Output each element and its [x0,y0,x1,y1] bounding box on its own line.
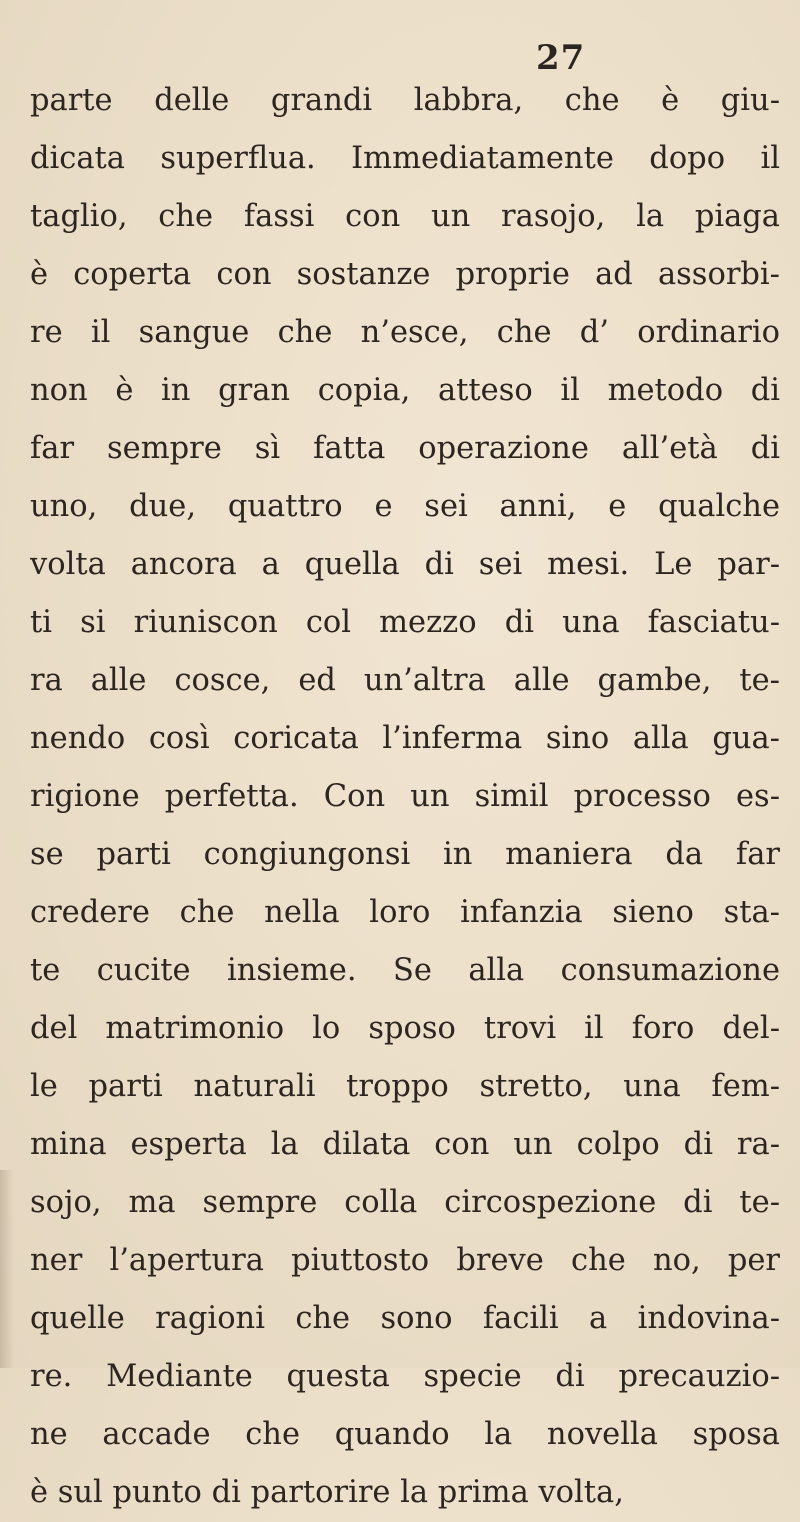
text-line: ner l’apertura piuttosto breve che no, per [30,1243,780,1278]
text-line: volta ancora a quella di sei mesi. Le par- [30,547,780,582]
text-line: rigione perfetta. Con un simil processo es- [30,779,780,814]
text-line: re. Mediante questa specie di precauzio- [30,1359,780,1394]
text-line: re il sangue che n’esce, che d’ ordinario [30,315,780,350]
text-line: far sempre sì fatta operazione all’età di [30,431,780,466]
text-line: nendo così coricata l’inferma sino alla gua- [30,721,780,756]
text-line: dicata superflua. Immediatamente dopo il [30,141,780,176]
text-line: te cucite insieme. Se alla consumazione [30,953,780,988]
text-line: taglio, che fassi con un rasojo, la piaga [30,199,780,234]
text-line: ne accade che quando la novella sposa [30,1417,780,1452]
text-line: mina esperta la dilata con un colpo di ra- [30,1127,780,1162]
text-line: è coperta con sostanze proprie ad assorbi- [30,257,780,292]
body-text [30,72,780,1522]
text-line: non è in gran copia, atteso il metodo di [30,373,780,408]
text-line: ti si riuniscon col mezzo di una fasciatu- [30,605,780,640]
text-line: uno, due, quattro e sei anni, e qualche [30,489,780,524]
text-line: quelle ragioni che sono facili a indovina- [30,1301,780,1336]
text-line: le parti naturali troppo stretto, una fem- [30,1069,780,1104]
page-number: 27 [536,38,586,78]
text-line: del matrimonio lo sposo trovi il foro del- [30,1011,780,1046]
text-line: è sul punto di partorire la prima volta, [30,1475,624,1510]
text-line: sojo, ma sempre colla circospezione di te- [30,1185,780,1220]
text-line: credere che nella loro infanzia sieno sta- [30,895,780,930]
page-edge-shadow [0,1170,14,1368]
text-line: se parti congiungonsi in maniera da far [30,837,780,872]
text-line: parte delle grandi labbra, che è giu- [30,83,780,118]
text-line: ra alle cosce, ed un’altra alle gambe, te- [30,663,780,698]
